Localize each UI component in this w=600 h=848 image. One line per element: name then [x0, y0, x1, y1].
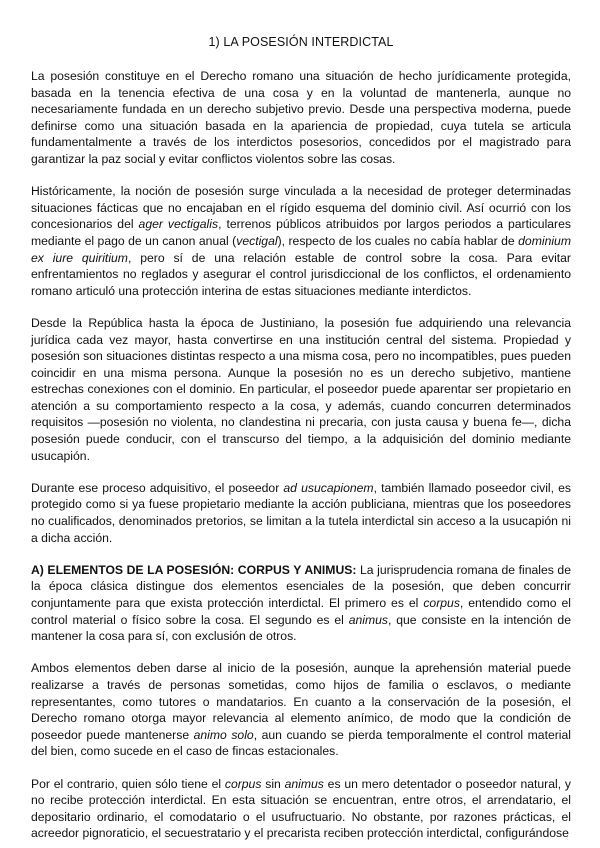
paragraph-republic-justinian: Desde la República hasta la época de Justiniano, la posesión fue adquiriendo una relevancia jurídica cada vez mayor, hasta convertirse en una institución central del sistema. Propiedad y posesión son situaciones distintas respecto a una misma cosa, pero no incompatibles, pues pueden coincidir en una misma persona. Aunque la posesión no es un derecho subjetivo, mantiene estrechas conexiones con el dominio. En particular, el poseedor puede aparentar ser propietario en atención a su comportamiento respecto a la cosa, y además, cuando concurren determinados requisitos —posesión no violenta, no clandestina ni precaria, con justa causa y buena fe—, dicha posesión puede conducir, con el transcurso del tiempo, a la adquisición del dominio mediante usucapión. — [31, 315, 571, 463]
latin-term: ager vectigalis — [138, 217, 219, 232]
latin-term: vectigal — [236, 233, 278, 248]
section-heading: A) ELEMENTOS DE LA POSESIÓN: CORPUS Y ANIMUS: — [31, 562, 357, 577]
text-run: sin — [261, 776, 285, 791]
text-run: Durante ese proceso adquisitivo, el poseedor — [31, 480, 284, 495]
text-run: , entendido como el control material o físico sobre la cosa. El segundo es el — [31, 596, 571, 627]
text-run: , aun cuando se pierda temporalmente el control material del bien, como sucede en el caso de fincas estacionales. — [31, 727, 571, 759]
text-run: es un mero detentador o poseedor natural, y no recibe protección interdictal. En esta situación se encuentran, entre otros, el arrendatario, el depositario ordinario, el comodatario o el usufructuario. No obstante, por razones prácticas, el acreedor pignoraticio, el secuestratario y el precarista reciben protección interdictal, configurándose — [31, 776, 571, 841]
text-run: Por el contrario, quien sólo tiene el — [31, 776, 225, 791]
paragraph-usucapion — [31, 480, 571, 546]
paragraph-historical-origin — [31, 183, 571, 299]
page-title: 1) LA POSESIÓN INTERDICTAL — [208, 35, 394, 49]
paragraph-detentador — [31, 776, 571, 842]
paragraph-definition: La posesión constituye en el Derecho romano una situación de hecho jurídicamente protegida, basada en la tenencia efectiva de una cosa y en la voluntad de mantenerla, aunque no necesariamente fundada en un derecho subjetivo previo. Desde una perspectiva moderna, puede definirse como una situación basada en la apariencia de propiedad, cuya tutela se articula fundamentalmente a través de los interdictos posesorios, concedidos por el magistrado para garantizar la paz social y evitar conflictos violentos sobre las cosas. — [31, 69, 571, 166]
latin-term: animo solo — [193, 727, 254, 742]
latin-term: ad usucapionem — [283, 480, 374, 495]
text-run: , que consiste en la intención de mantener la cosa para sí, con exclusión de otros. — [31, 612, 571, 644]
text-run: , terrenos públicos atribuidos por largos periodos a particulares mediante el pago de un canon anual ( — [31, 217, 571, 248]
latin-term: dominium ex iure quiritium — [31, 233, 571, 265]
latin-term: corpus — [423, 596, 460, 610]
text-run: Ambos elementos deben darse al inicio de la posesión, aunque la aprehensión material puede realizarse a través de personas sometidas, como hijos de familia o esclavos, o mediante representantes, como tutores o mandatarios. En cuanto a la conservación de la posesión, el Derecho romano otorga mayor relevancia al elemento anímico, de modo que la condición de poseedor puede mantenerse — [31, 661, 571, 742]
paragraph-elements — [31, 562, 571, 645]
text-run: La jurisprudencia romana de finales de la época clásica distingue dos elementos esenciales de la posesión, que deben concurrir conjuntamente para que exista protección interdictal. El primero es el — [31, 562, 571, 610]
latin-term: animus — [348, 612, 388, 627]
latin-term: animus — [284, 776, 324, 791]
text-run: , también llamado poseedor civil, es protegido como si ya fuese propietario mediante la acción publiciana, mientras que los poseedores no cualificados, denominados pretorios, se limitan a la tutela interdictal sin acceso a la usucapión ni a dicha acción. — [31, 480, 572, 545]
text-run: Históricamente, la noción de posesión surge vinculada a la necesidad de proteger determinadas situaciones fácticas que no encajaban en el rígido esquema del dominio civil. Así ocurrió con los concesionarios del — [31, 184, 571, 232]
text-run: ), respecto de los cuales no cabía hablar de — [277, 233, 519, 248]
latin-term: corpus — [224, 776, 262, 791]
text-run: , pero sí de una relación estable de control sobre la cosa. Para evitar enfrentamientos no reglados y asegurar el control jurisdiccional de los conflictos, el ordenamiento romano articuló una protección interina de estas situaciones mediante interdictos. — [31, 250, 571, 298]
paragraph-acquisition-conservation — [31, 660, 571, 760]
